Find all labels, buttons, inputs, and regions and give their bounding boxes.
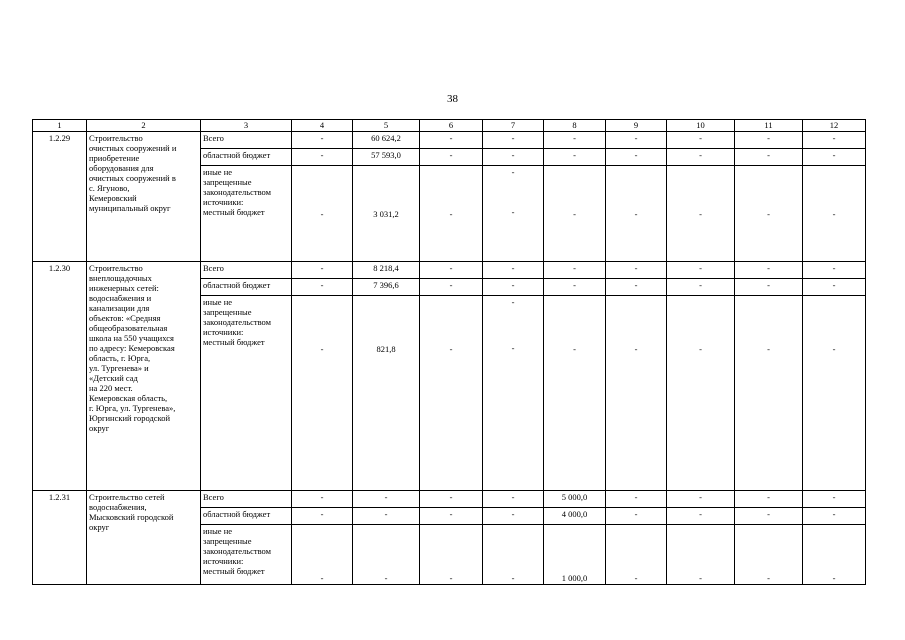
row-name: Строительство сетей водоснабжения, Мысковский городской округ <box>87 491 201 585</box>
source-label: Всего <box>201 491 292 508</box>
header-cell: 8 <box>544 120 606 132</box>
value-cell: - <box>735 296 803 491</box>
value-cell: - <box>735 166 803 262</box>
value-cell: 8 218,4 <box>353 262 420 279</box>
value-cell: - <box>667 149 735 166</box>
header-cell: 9 <box>606 120 667 132</box>
value-cell: - <box>292 262 353 279</box>
page-number: 38 <box>447 93 458 105</box>
value-cell: - <box>420 491 483 508</box>
value-cell: - <box>803 262 866 279</box>
value-cell: - <box>483 149 544 166</box>
value-cell: 3 031,2 <box>353 166 420 262</box>
value-cell: - <box>735 279 803 296</box>
source-label: областной бюджет <box>201 508 292 525</box>
source-label: областной бюджет <box>201 279 292 296</box>
value-cell: - <box>606 508 667 525</box>
value-cell: - <box>803 296 866 491</box>
value-cell: - <box>353 491 420 508</box>
value-text: - <box>511 207 515 217</box>
value-cell: - <box>292 491 353 508</box>
value-cell: - <box>667 491 735 508</box>
value-cell: - <box>544 279 606 296</box>
header-row <box>33 120 866 132</box>
source-label: областной бюджет <box>201 149 292 166</box>
value-cell: - <box>544 296 606 491</box>
value-cell: - <box>606 491 667 508</box>
header-cell: 10 <box>667 120 735 132</box>
value-cell: - <box>420 296 483 491</box>
value-cell: - <box>544 149 606 166</box>
value-cell: - <box>735 262 803 279</box>
value-cell <box>483 296 544 491</box>
value-cell: - <box>667 262 735 279</box>
value-cell: 57 593,0 <box>353 149 420 166</box>
value-cell: - <box>483 508 544 525</box>
value-cell: - <box>667 166 735 262</box>
value-cell: - <box>353 525 420 585</box>
value-cell: - <box>544 132 606 149</box>
header-cell: 6 <box>420 120 483 132</box>
value-cell: - <box>606 279 667 296</box>
source-label: Всего <box>201 262 292 279</box>
row-code: 1.2.30 <box>33 262 87 491</box>
value-cell: - <box>803 525 866 585</box>
source-label: иные не запрещенные законодательством источники: местный бюджет <box>201 166 292 262</box>
value-cell: - <box>606 166 667 262</box>
header-cell: 2 <box>87 120 201 132</box>
row-code: 1.2.31 <box>33 491 87 585</box>
value-cell: - <box>292 508 353 525</box>
value-cell: - <box>606 262 667 279</box>
source-label: иные не запрещенные законодательством источники: местный бюджет <box>201 296 292 491</box>
source-label: иные не запрещенные законодательством источники: местный бюджет <box>201 525 292 585</box>
value-cell: - <box>606 149 667 166</box>
value-cell: - <box>803 166 866 262</box>
value-cell: - <box>420 166 483 262</box>
value-cell: - <box>667 132 735 149</box>
budget-table <box>32 119 866 585</box>
value-cell: - <box>667 296 735 491</box>
value-cell: - <box>606 132 667 149</box>
value-cell: - <box>803 508 866 525</box>
value-cell: - <box>803 132 866 149</box>
header-cell: 3 <box>201 120 292 132</box>
header-cell: 12 <box>803 120 866 132</box>
header-cell: 5 <box>353 120 420 132</box>
value-cell: 821,8 <box>353 296 420 491</box>
value-cell: 1 000,0 <box>544 525 606 585</box>
value-cell: - <box>667 279 735 296</box>
value-cell: - <box>483 525 544 585</box>
value-cell: 5 000,0 <box>544 491 606 508</box>
extra-dash: - <box>511 167 515 177</box>
value-cell: - <box>803 491 866 508</box>
value-cell: 60 624,2 <box>353 132 420 149</box>
value-cell: - <box>483 491 544 508</box>
value-cell: - <box>735 491 803 508</box>
value-cell: - <box>667 525 735 585</box>
value-text: - <box>511 343 515 353</box>
value-cell: - <box>292 525 353 585</box>
value-cell: - <box>420 525 483 585</box>
table-row <box>33 132 866 149</box>
value-cell: - <box>353 508 420 525</box>
value-cell: - <box>735 525 803 585</box>
value-cell: - <box>483 262 544 279</box>
value-cell: 4 000,0 <box>544 508 606 525</box>
value-cell: - <box>735 508 803 525</box>
value-cell: - <box>420 132 483 149</box>
value-cell: - <box>667 508 735 525</box>
value-cell: - <box>292 132 353 149</box>
value-cell: - <box>735 149 803 166</box>
value-cell: - <box>803 279 866 296</box>
value-cell: - <box>735 132 803 149</box>
row-name: Строительство очистных сооружений и приобретение оборудования для очистных сооружений в с. Ягуново, Кемеровский муниципальный округ <box>87 132 201 262</box>
value-cell: - <box>544 166 606 262</box>
extra-dash: - <box>511 297 515 307</box>
value-cell: - <box>544 262 606 279</box>
source-label: Всего <box>201 132 292 149</box>
value-cell: - <box>292 279 353 296</box>
header-cell: 4 <box>292 120 353 132</box>
value-cell: - <box>420 149 483 166</box>
value-cell: - <box>483 279 544 296</box>
value-cell: 7 396,6 <box>353 279 420 296</box>
header-cell: 1 <box>33 120 87 132</box>
header-cell: 7 <box>483 120 544 132</box>
table-row <box>33 491 866 508</box>
header-cell: 11 <box>735 120 803 132</box>
row-name: Строительство внеплощадочных инженерных сетей: водоснабжения и канализации для объектов: «Средняя общеобразовательная школа на 550 учащихся по адресу: Кемеровская область, г. Юрга, ул. Тургенева» и «Детский сад на 220 мест. Кемеровская область, г. Юрга, ул. Тургенева», Юргинский городской округ <box>87 262 201 491</box>
table-row <box>33 262 866 279</box>
value-cell: - <box>292 149 353 166</box>
value-cell: - <box>803 149 866 166</box>
value-cell: - <box>292 166 353 262</box>
value-cell: - <box>420 262 483 279</box>
value-cell: - <box>606 525 667 585</box>
row-code: 1.2.29 <box>33 132 87 262</box>
value-cell: - <box>483 132 544 149</box>
value-cell: - <box>606 296 667 491</box>
value-cell: - <box>420 279 483 296</box>
value-cell <box>483 166 544 262</box>
value-cell: - <box>292 296 353 491</box>
value-cell: - <box>420 508 483 525</box>
